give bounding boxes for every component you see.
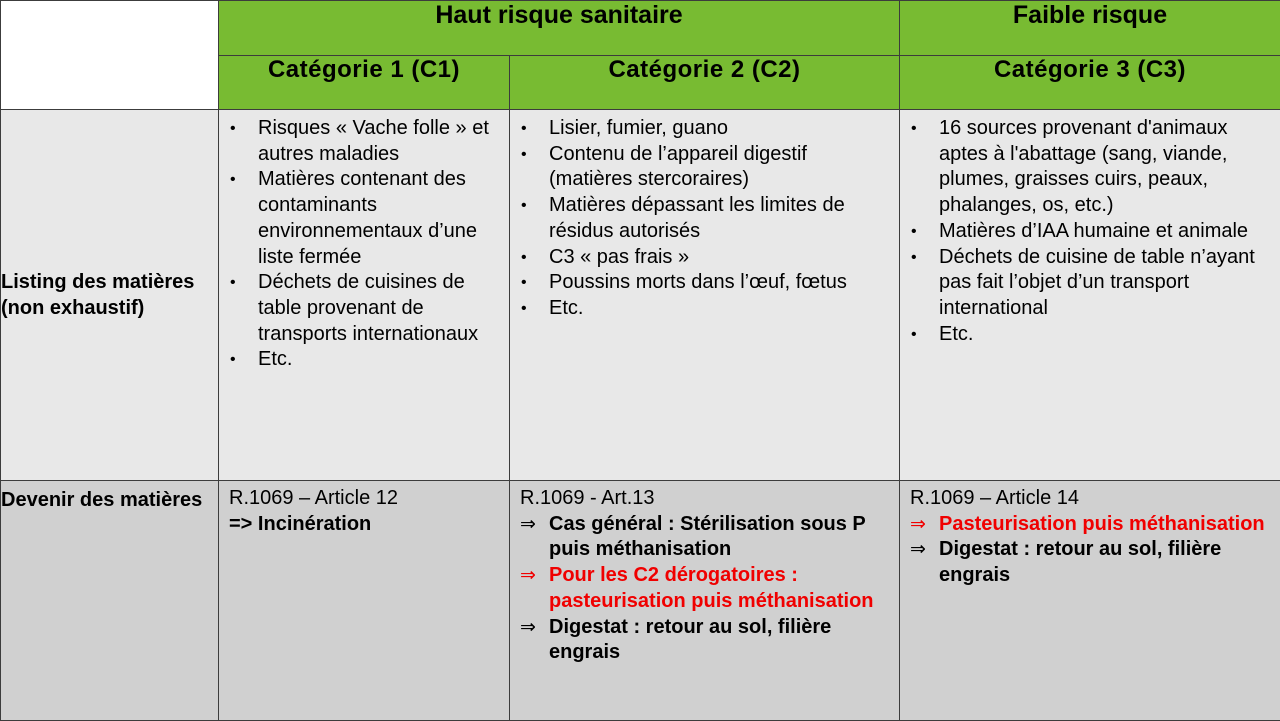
devenir-c3-items (910, 512, 1272, 589)
outcome-text: Digestat : retour au sol, filière engrais (939, 538, 1221, 586)
outcome-text: Digestat : retour au sol, filière engrais (549, 616, 831, 664)
listing-c2-list (510, 110, 899, 322)
devenir-c3-reference: R.1069 – Article 14 (910, 486, 1272, 512)
devenir-c1-reference: R.1069 – Article 12 (229, 486, 501, 512)
devenir-c2-cell (510, 481, 900, 721)
outcome-item (910, 512, 1272, 538)
devenir-c3-cell (900, 481, 1280, 721)
listing-c1-cell (219, 110, 510, 481)
category-3-header: Catégorie 3 (C3) (900, 56, 1280, 110)
devenir-row (1, 481, 1280, 721)
corner-cell (1, 1, 219, 110)
implies-arrow-icon: ⇒ (520, 615, 536, 641)
outcome-item (520, 563, 891, 614)
list-item: • 16 sources provenant d'animaux aptes à l'abattage (sang, viande, plumes, graisses cuirs, peaux, phalanges, os, etc.) (910, 116, 1272, 219)
implies-arrow-icon: ⇒ (520, 563, 536, 589)
outcome-text: Pasteurisation puis méthanisation (939, 513, 1265, 535)
list-item: • Risques « Vache folle » et autres maladies (229, 116, 501, 167)
high-risk-header: Haut risque sanitaire (219, 1, 900, 56)
list-item: • Matières dépassant les limites de résidus autorisés (520, 193, 891, 244)
outcome-item (520, 615, 891, 666)
risk-header-row (1, 1, 1280, 56)
implies-arrow-icon: ⇒ (520, 512, 536, 538)
list-item: • C3 « pas frais » (520, 245, 891, 271)
listing-c1-list (219, 110, 509, 373)
listing-c3-list (900, 110, 1280, 347)
list-item: • Poussins morts dans l’œuf, fœtus (520, 270, 891, 296)
devenir-c2-reference: R.1069 - Art.13 (520, 486, 891, 512)
list-item: • Lisier, fumier, guano (520, 116, 891, 142)
devenir-c1-cell (219, 481, 510, 721)
outcome-item (520, 512, 891, 563)
outcome-text: Cas général : Stérilisation sous P puis méthanisation (549, 513, 865, 561)
category-2-header: Catégorie 2 (C2) (510, 56, 900, 110)
devenir-c1-outcome: => Incinération (229, 512, 501, 538)
implies-arrow-icon: ⇒ (910, 537, 926, 563)
devenir-row-label: Devenir des matières (1, 481, 219, 721)
listing-c3-cell (900, 110, 1280, 481)
list-item: • Déchets de cuisines de table provenant de transports internationaux (229, 270, 501, 347)
implies-arrow-icon: ⇒ (910, 512, 926, 538)
list-item: • Etc. (910, 322, 1272, 348)
list-item: • Matières contenant des contaminants environnementaux d’une liste fermée (229, 167, 501, 270)
outcome-text: Pour les C2 dérogatoires : pasteurisation puis méthanisation (549, 564, 874, 612)
listing-row (1, 110, 1280, 481)
list-item: • Matières d’IAA humaine et animale (910, 219, 1272, 245)
outcome-item (910, 537, 1272, 588)
list-item: • Contenu de l’appareil digestif (matières stercoraires) (520, 142, 891, 193)
listing-c2-cell (510, 110, 900, 481)
devenir-c2-items (520, 512, 891, 666)
listing-row-label: Listing des matières (non exhaustif) (1, 110, 219, 481)
list-item: • Déchets de cuisine de table n’ayant pas fait l’objet d’un transport international (910, 245, 1272, 322)
category-1-header: Catégorie 1 (C1) (219, 56, 510, 110)
low-risk-header: Faible risque (900, 1, 1280, 56)
list-item: • Etc. (520, 296, 891, 322)
list-item: • Etc. (229, 347, 501, 373)
